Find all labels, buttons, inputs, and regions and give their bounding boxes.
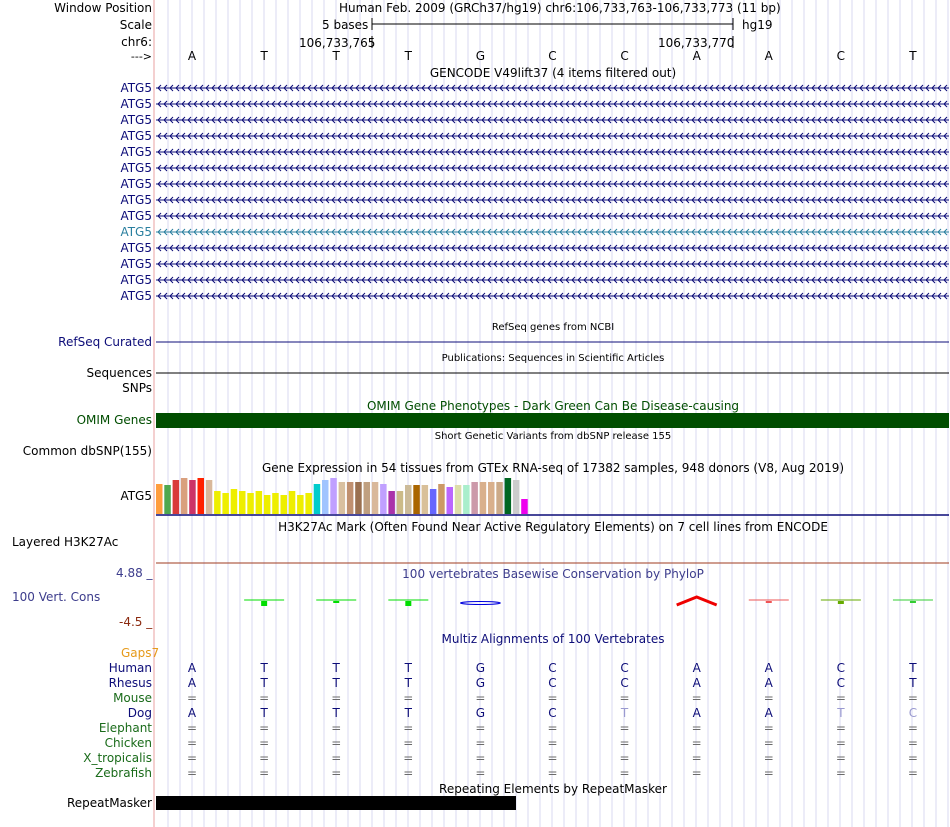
- position-left: 106,733,765: [299, 36, 376, 50]
- multiz-base: =: [403, 721, 414, 735]
- multiz-base: T: [837, 706, 845, 720]
- gtex-tissue-bar: [272, 493, 279, 514]
- multiz-species-label[interactable]: Elephant: [98, 721, 152, 735]
- multiz-base: =: [475, 766, 486, 780]
- multiz-base: =: [547, 721, 558, 735]
- multiz-base: =: [907, 736, 918, 750]
- gtex-tissue-bar: [447, 487, 454, 514]
- conservation-mark: [766, 601, 772, 603]
- multiz-species-label[interactable]: X_tropicalis: [83, 751, 152, 765]
- multiz-base: =: [403, 751, 414, 765]
- multiz-base: =: [259, 721, 270, 735]
- multiz-base: =: [331, 691, 342, 705]
- multiz-base: =: [763, 721, 774, 735]
- window-position-label: Window Position: [54, 1, 152, 15]
- gtex-tissue-bar: [247, 493, 254, 514]
- multiz-base: T: [332, 676, 340, 690]
- publications-track-title[interactable]: Publications: Sequences in Scientific Articles: [441, 353, 665, 364]
- gtex-tissue-bar: [413, 485, 420, 514]
- conservation-mark: [677, 597, 717, 605]
- base-letter: T: [404, 49, 412, 63]
- gtex-tissue-bar: [463, 485, 470, 514]
- h3k27ac-label[interactable]: Layered H3K27Ac: [12, 535, 119, 549]
- multiz-base: =: [835, 751, 846, 765]
- gtex-tissue-bar: [198, 478, 205, 514]
- multiz-base: A: [187, 661, 197, 675]
- refseq-track-title[interactable]: RefSeq genes from NCBI: [491, 322, 615, 333]
- multiz-base: A: [692, 706, 701, 720]
- gencode-row-label[interactable]: ATG5: [120, 241, 152, 255]
- base-letter: T: [909, 49, 917, 63]
- multiz-base: G: [475, 661, 486, 675]
- multiz-base: =: [835, 691, 846, 705]
- multiz-base: =: [907, 721, 918, 735]
- repeatmasker-track-title[interactable]: Repeating Elements by RepeatMasker: [439, 782, 667, 796]
- multiz-base: =: [403, 691, 414, 705]
- gtex-tissue-bar: [231, 489, 238, 514]
- multiz-base: =: [907, 766, 918, 780]
- base-letter: T: [332, 49, 340, 63]
- gtex-tissue-bar: [297, 495, 304, 514]
- multiz-base: G: [475, 706, 486, 720]
- gtex-tissue-bar: [156, 484, 163, 514]
- multiz-base: =: [691, 721, 702, 735]
- multiz-base: T: [404, 661, 412, 675]
- multiz-species-label[interactable]: Human: [108, 661, 152, 675]
- multiz-species-label[interactable]: Chicken: [104, 736, 152, 750]
- multiz-base: C: [620, 676, 629, 690]
- gtex-tissue-bar: [347, 482, 354, 514]
- multiz-base: =: [331, 721, 342, 735]
- base-letter: T: [260, 49, 268, 63]
- gtex-tissue-bar: [496, 482, 503, 514]
- multiz-base: =: [547, 736, 558, 750]
- multiz-base: C: [620, 661, 629, 675]
- gencode-row-label[interactable]: ATG5: [120, 273, 152, 287]
- multiz-base: =: [691, 766, 702, 780]
- multiz-base: =: [835, 721, 846, 735]
- multiz-base: =: [475, 751, 486, 765]
- base-letter: C: [620, 49, 629, 63]
- multiz-base: =: [187, 691, 198, 705]
- multiz-base: =: [187, 721, 198, 735]
- conservation-ymax: 4.88 _: [116, 566, 153, 580]
- gtex-tissue-bar: [264, 495, 271, 514]
- multiz-base: =: [691, 751, 702, 765]
- gtex-tissue-bar: [438, 484, 445, 514]
- multiz-base: =: [187, 736, 198, 750]
- gtex-tissue-bar: [505, 478, 512, 514]
- multiz-base: =: [331, 751, 342, 765]
- multiz-base: =: [619, 751, 630, 765]
- multiz-base: =: [547, 766, 558, 780]
- multiz-base: =: [475, 691, 486, 705]
- conservation-mark: [838, 601, 844, 604]
- snps-label[interactable]: SNPs: [122, 381, 152, 395]
- multiz-base: =: [403, 766, 414, 780]
- gtex-track-title[interactable]: Gene Expression in 54 tissues from GTEx RNA-seq of 17382 samples, 948 donors (V8, Aug 2019): [261, 461, 845, 475]
- multiz-base: =: [907, 751, 918, 765]
- dbsnp-track-title[interactable]: Short Genetic Variants from dbSNP release 155: [434, 431, 672, 442]
- omim-label[interactable]: OMIM Genes: [76, 413, 152, 427]
- gaps-label: [121, 646, 159, 660]
- gencode-row-label[interactable]: ATG5: [120, 209, 152, 223]
- gtex-tissue-bar: [380, 484, 387, 514]
- base-letter: A: [692, 49, 701, 63]
- conservation-mark: [333, 601, 339, 603]
- gencode-row-label[interactable]: ATG5: [120, 257, 152, 271]
- gtex-tissue-bar: [322, 480, 329, 514]
- gtex-tissue-bar: [488, 482, 495, 514]
- gtex-tissue-bar: [214, 491, 221, 514]
- chrom-label: chr6:: [121, 35, 152, 49]
- multiz-base: T: [620, 706, 629, 720]
- multiz-base: T: [404, 706, 412, 720]
- gtex-tissue-bar: [430, 489, 437, 514]
- gtex-tissue-bar: [471, 482, 478, 514]
- multiz-base: =: [259, 691, 270, 705]
- multiz-base: T: [909, 676, 917, 690]
- gencode-row-label[interactable]: ATG5: [120, 289, 152, 303]
- repeatmasker-label[interactable]: RepeatMasker: [66, 796, 152, 810]
- multiz-base: =: [475, 721, 486, 735]
- multiz-base: A: [764, 676, 773, 690]
- gtex-tissue-bar: [305, 493, 312, 514]
- gtex-tissue-bar: [513, 480, 520, 514]
- base-letter: A: [764, 49, 773, 63]
- sequences-label[interactable]: Sequences: [86, 366, 152, 380]
- multiz-base: =: [475, 736, 486, 750]
- multiz-base: =: [619, 766, 630, 780]
- multiz-base: =: [619, 691, 630, 705]
- gtex-tissue-bar: [164, 485, 171, 514]
- multiz-base: =: [763, 751, 774, 765]
- multiz-base: A: [764, 661, 773, 675]
- gtex-tissue-bar: [455, 485, 462, 514]
- multiz-base: =: [691, 736, 702, 750]
- multiz-base: =: [835, 766, 846, 780]
- gtex-tissue-bar: [181, 478, 188, 514]
- gtex-tissue-bar: [355, 482, 362, 514]
- multiz-base: =: [619, 736, 630, 750]
- gtex-tissue-bar: [314, 484, 321, 514]
- base-letter: A: [187, 49, 197, 63]
- db-label: hg19: [742, 18, 773, 32]
- base-letter: C: [836, 49, 846, 63]
- multiz-base: =: [907, 691, 918, 705]
- repeatmasker-block: [156, 796, 516, 810]
- multiz-base: C: [836, 661, 846, 675]
- gaps-label-text: Gaps: [121, 646, 152, 660]
- assembly-title: Human Feb. 2009 (GRCh37/hg19) chr6:106,733,763-106,733,773 (11 bp): [339, 1, 781, 15]
- conservation-mark: [405, 601, 411, 606]
- multiz-base: T: [909, 661, 917, 675]
- gencode-row-label[interactable]: ATG5: [120, 225, 152, 239]
- multiz-base: =: [187, 751, 198, 765]
- gencode-row-label[interactable]: ATG5: [120, 113, 152, 127]
- multiz-base: =: [259, 766, 270, 780]
- multiz-base: =: [547, 691, 558, 705]
- conservation-mark: [910, 601, 916, 603]
- multiz-base: =: [331, 736, 342, 750]
- omim-track-title[interactable]: OMIM Gene Phenotypes - Dark Green Can Be Disease-causing: [366, 399, 740, 413]
- gencode-row-label[interactable]: ATG5: [120, 97, 152, 111]
- multiz-base: =: [763, 691, 774, 705]
- gtex-tissue-bar: [173, 480, 180, 514]
- gencode-row-label[interactable]: ATG5: [120, 193, 152, 207]
- multiz-base: C: [548, 676, 557, 690]
- gtex-tissue-bar: [397, 491, 404, 514]
- gencode-row-label[interactable]: ATG5: [120, 161, 152, 175]
- multiz-base: C: [548, 706, 557, 720]
- omim-bar: [156, 413, 949, 428]
- refseq-label[interactable]: RefSeq Curated: [58, 335, 152, 349]
- gencode-row-label[interactable]: ATG5: [120, 177, 152, 191]
- gtex-tissue-bar: [281, 495, 288, 514]
- gtex-tissue-bar: [206, 480, 213, 514]
- conservation-label[interactable]: 100 Vert. Cons: [12, 590, 101, 604]
- multiz-species-label[interactable]: Dog: [127, 706, 152, 720]
- multiz-base: =: [619, 721, 630, 735]
- multiz-base: C: [908, 706, 918, 720]
- multiz-species-label[interactable]: Mouse: [113, 691, 152, 705]
- multiz-base: T: [404, 676, 412, 690]
- gtex-tissue-bar: [521, 499, 528, 514]
- gaps-value: 7: [151, 646, 160, 660]
- multiz-base: C: [548, 661, 557, 675]
- multiz-base: =: [835, 736, 846, 750]
- multiz-base: T: [260, 676, 268, 690]
- gtex-tissue-bar: [330, 478, 337, 514]
- multiz-base: A: [692, 661, 701, 675]
- multiz-base: =: [403, 736, 414, 750]
- multiz-species-label[interactable]: Zebrafish: [95, 766, 152, 780]
- gencode-row-label[interactable]: ATG5: [120, 81, 152, 95]
- multiz-track-title[interactable]: Multiz Alignments of 100 Vertebrates: [441, 632, 665, 646]
- gtex-tissue-bar: [422, 485, 429, 514]
- gtex-tissue-bar: [239, 491, 246, 514]
- gtex-label[interactable]: ATG5: [120, 489, 152, 503]
- multiz-base: =: [547, 751, 558, 765]
- gencode-row-label[interactable]: ATG5: [120, 145, 152, 159]
- base-letter: G: [475, 49, 486, 63]
- multiz-base: =: [259, 751, 270, 765]
- position-right: 106,733,770: [658, 36, 735, 50]
- gtex-tissue-bar: [364, 482, 371, 514]
- gtex-tissue-bar: [372, 482, 379, 514]
- multiz-base: =: [331, 766, 342, 780]
- multiz-base: T: [332, 661, 340, 675]
- multiz-base: =: [763, 766, 774, 780]
- multiz-base: G: [475, 676, 486, 690]
- gtex-tissue-bar: [222, 493, 229, 514]
- strand-label: --->: [130, 50, 152, 63]
- gencode-track-title[interactable]: GENCODE V49lift37 (4 items filtered out): [429, 66, 677, 80]
- multiz-base: =: [187, 766, 198, 780]
- gtex-tissue-bar: [289, 491, 296, 514]
- base-letter: C: [548, 49, 557, 63]
- dbsnp-label[interactable]: Common dbSNP(155): [22, 444, 152, 458]
- gtex-tissue-bar: [339, 482, 346, 514]
- multiz-base: A: [187, 706, 197, 720]
- scale-text: 5 bases: [322, 18, 369, 32]
- gtex-tissue-bar: [189, 480, 196, 514]
- multiz-base: =: [259, 736, 270, 750]
- scale-label: Scale: [119, 18, 152, 32]
- multiz-base: A: [187, 676, 197, 690]
- gencode-row-label[interactable]: ATG5: [120, 129, 152, 143]
- gtex-tissue-bar: [480, 482, 487, 514]
- conservation-ymin: -4.5 _: [119, 615, 153, 629]
- multiz-species-label[interactable]: Rhesus: [108, 676, 152, 690]
- multiz-base: =: [691, 691, 702, 705]
- multiz-base: T: [260, 661, 268, 675]
- multiz-base: C: [836, 676, 846, 690]
- gtex-tissue-bar: [388, 491, 395, 514]
- multiz-base: T: [332, 706, 340, 720]
- multiz-base: T: [260, 706, 268, 720]
- h3k27ac-track-title[interactable]: H3K27Ac Mark (Often Found Near Active Regulatory Elements) on 7 cell lines from ENCODE: [278, 520, 828, 534]
- conservation-mark: [261, 601, 267, 606]
- conservation-track-title[interactable]: 100 vertebrates Basewise Conservation by PhyloP: [402, 567, 704, 581]
- multiz-base: A: [764, 706, 773, 720]
- gtex-tissue-bar: [256, 491, 263, 514]
- multiz-base: =: [763, 736, 774, 750]
- gtex-tissue-bar: [405, 485, 412, 514]
- multiz-base: A: [692, 676, 701, 690]
